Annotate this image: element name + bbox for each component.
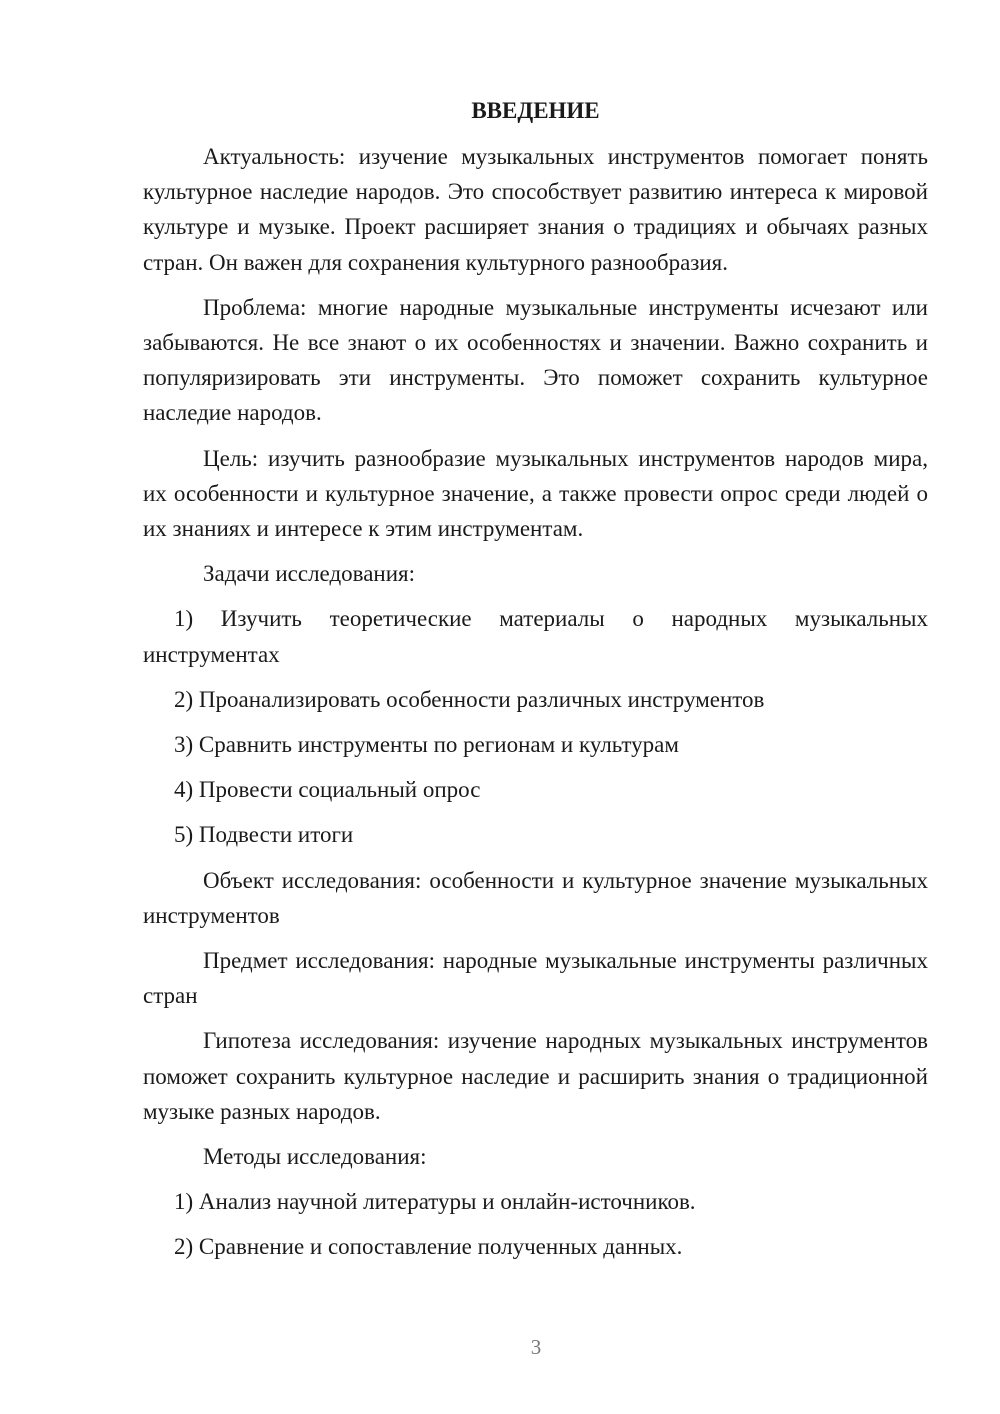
tasks-list: [143, 601, 928, 852]
tasks-heading: Задачи исследования:: [203, 561, 416, 587]
subject-paragraph: Предмет исследования: народные музыкальные инструменты различных стран: [143, 948, 928, 1009]
method-item: 1) Анализ научной литературы и онлайн-источников.: [174, 1189, 696, 1215]
page-content: [143, 93, 928, 1275]
method-item: 2) Сравнение и сопоставление полученных данных.: [174, 1234, 683, 1260]
page-number: 3: [530, 1335, 542, 1359]
page-title: ВВЕДЕНИЕ: [471, 98, 600, 123]
methods-heading: Методы исследования:: [203, 1144, 427, 1170]
task-item: 1) Изучить теоретические материалы о народных музыкальных инструментах: [143, 606, 928, 667]
hypothesis-paragraph: Гипотеза исследования: изучение народных музыкальных инструментов поможет сохранить культурное наследие и расширить знания о традиционной музыке разных народов.: [143, 1028, 928, 1124]
problem-paragraph: Проблема: многие народные музыкальные инструменты исчезают или забываются. Не все знают о их особенностях и значении. Важно сохранить и популяризировать эти инструменты. Это поможет сохранить культурное наследие народов.: [143, 294, 928, 426]
task-item: 2) Проанализировать особенности различных инструментов: [174, 686, 765, 712]
task-item: 3) Сравнить инструменты по регионам и культурам: [174, 732, 679, 758]
methods-list: [143, 1184, 928, 1264]
task-item: 4) Провести социальный опрос: [174, 777, 481, 803]
goal-paragraph: Цель: изучить разнообразие музыкальных инструментов народов мира, их особенности и культурное значение, а также провести опрос среди людей о их знаниях и интересе к этим инструментам.: [143, 445, 928, 542]
relevance-paragraph: Актуальность: изучение музыкальных инструментов помогает понять культурное наследие народов. Это способствует развитию интереса к мировой культуре и музыке. Проект расширяет знания о традициях и обычаях разных стран. Он важен для сохранения культурного разнообразия.: [143, 144, 928, 275]
object-paragraph: Объект исследования: особенности и культурное значение музыкальных инструментов: [143, 867, 928, 928]
task-item: 5) Подвести итоги: [174, 822, 354, 848]
